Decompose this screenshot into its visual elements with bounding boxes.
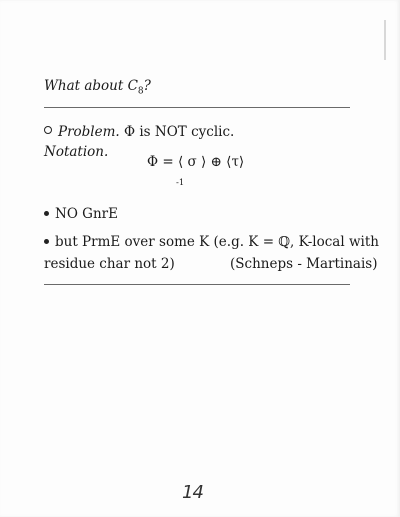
citation: (Schneps - Martinais) [230,256,378,272]
heading-suffix: ? [143,78,151,94]
formula-subscript: -1 [176,178,185,188]
hollow-bullet-icon [44,126,52,134]
heading-text: What about C [44,78,138,94]
page-number: 14 [182,482,203,503]
notation-formula: Φ = ⟨ σ ⟩ ⊕ ⟨τ⟩ [147,154,245,170]
bullet-text: but PrmE over some K (e.g. K = ℚ, K-local with [55,234,379,250]
problem-line [44,124,234,140]
section-heading [44,78,151,97]
problem-label: Problem. [58,124,120,140]
top-divider [44,107,350,108]
notation-label: Notation. [44,144,109,160]
bullet-icon [44,211,49,216]
bullet-icon [44,239,49,244]
scan-artifact [384,20,386,60]
heading-subscript: 8 [137,86,144,97]
bullet-item-prme [44,234,379,250]
bullet-item-no-gnre [44,206,118,222]
bottom-divider [44,284,350,285]
bullet-text: NO GnrE [55,206,118,222]
bullet-continuation: residue char not 2) [44,256,175,272]
problem-text: Φ is NOT cyclic. [119,124,235,140]
